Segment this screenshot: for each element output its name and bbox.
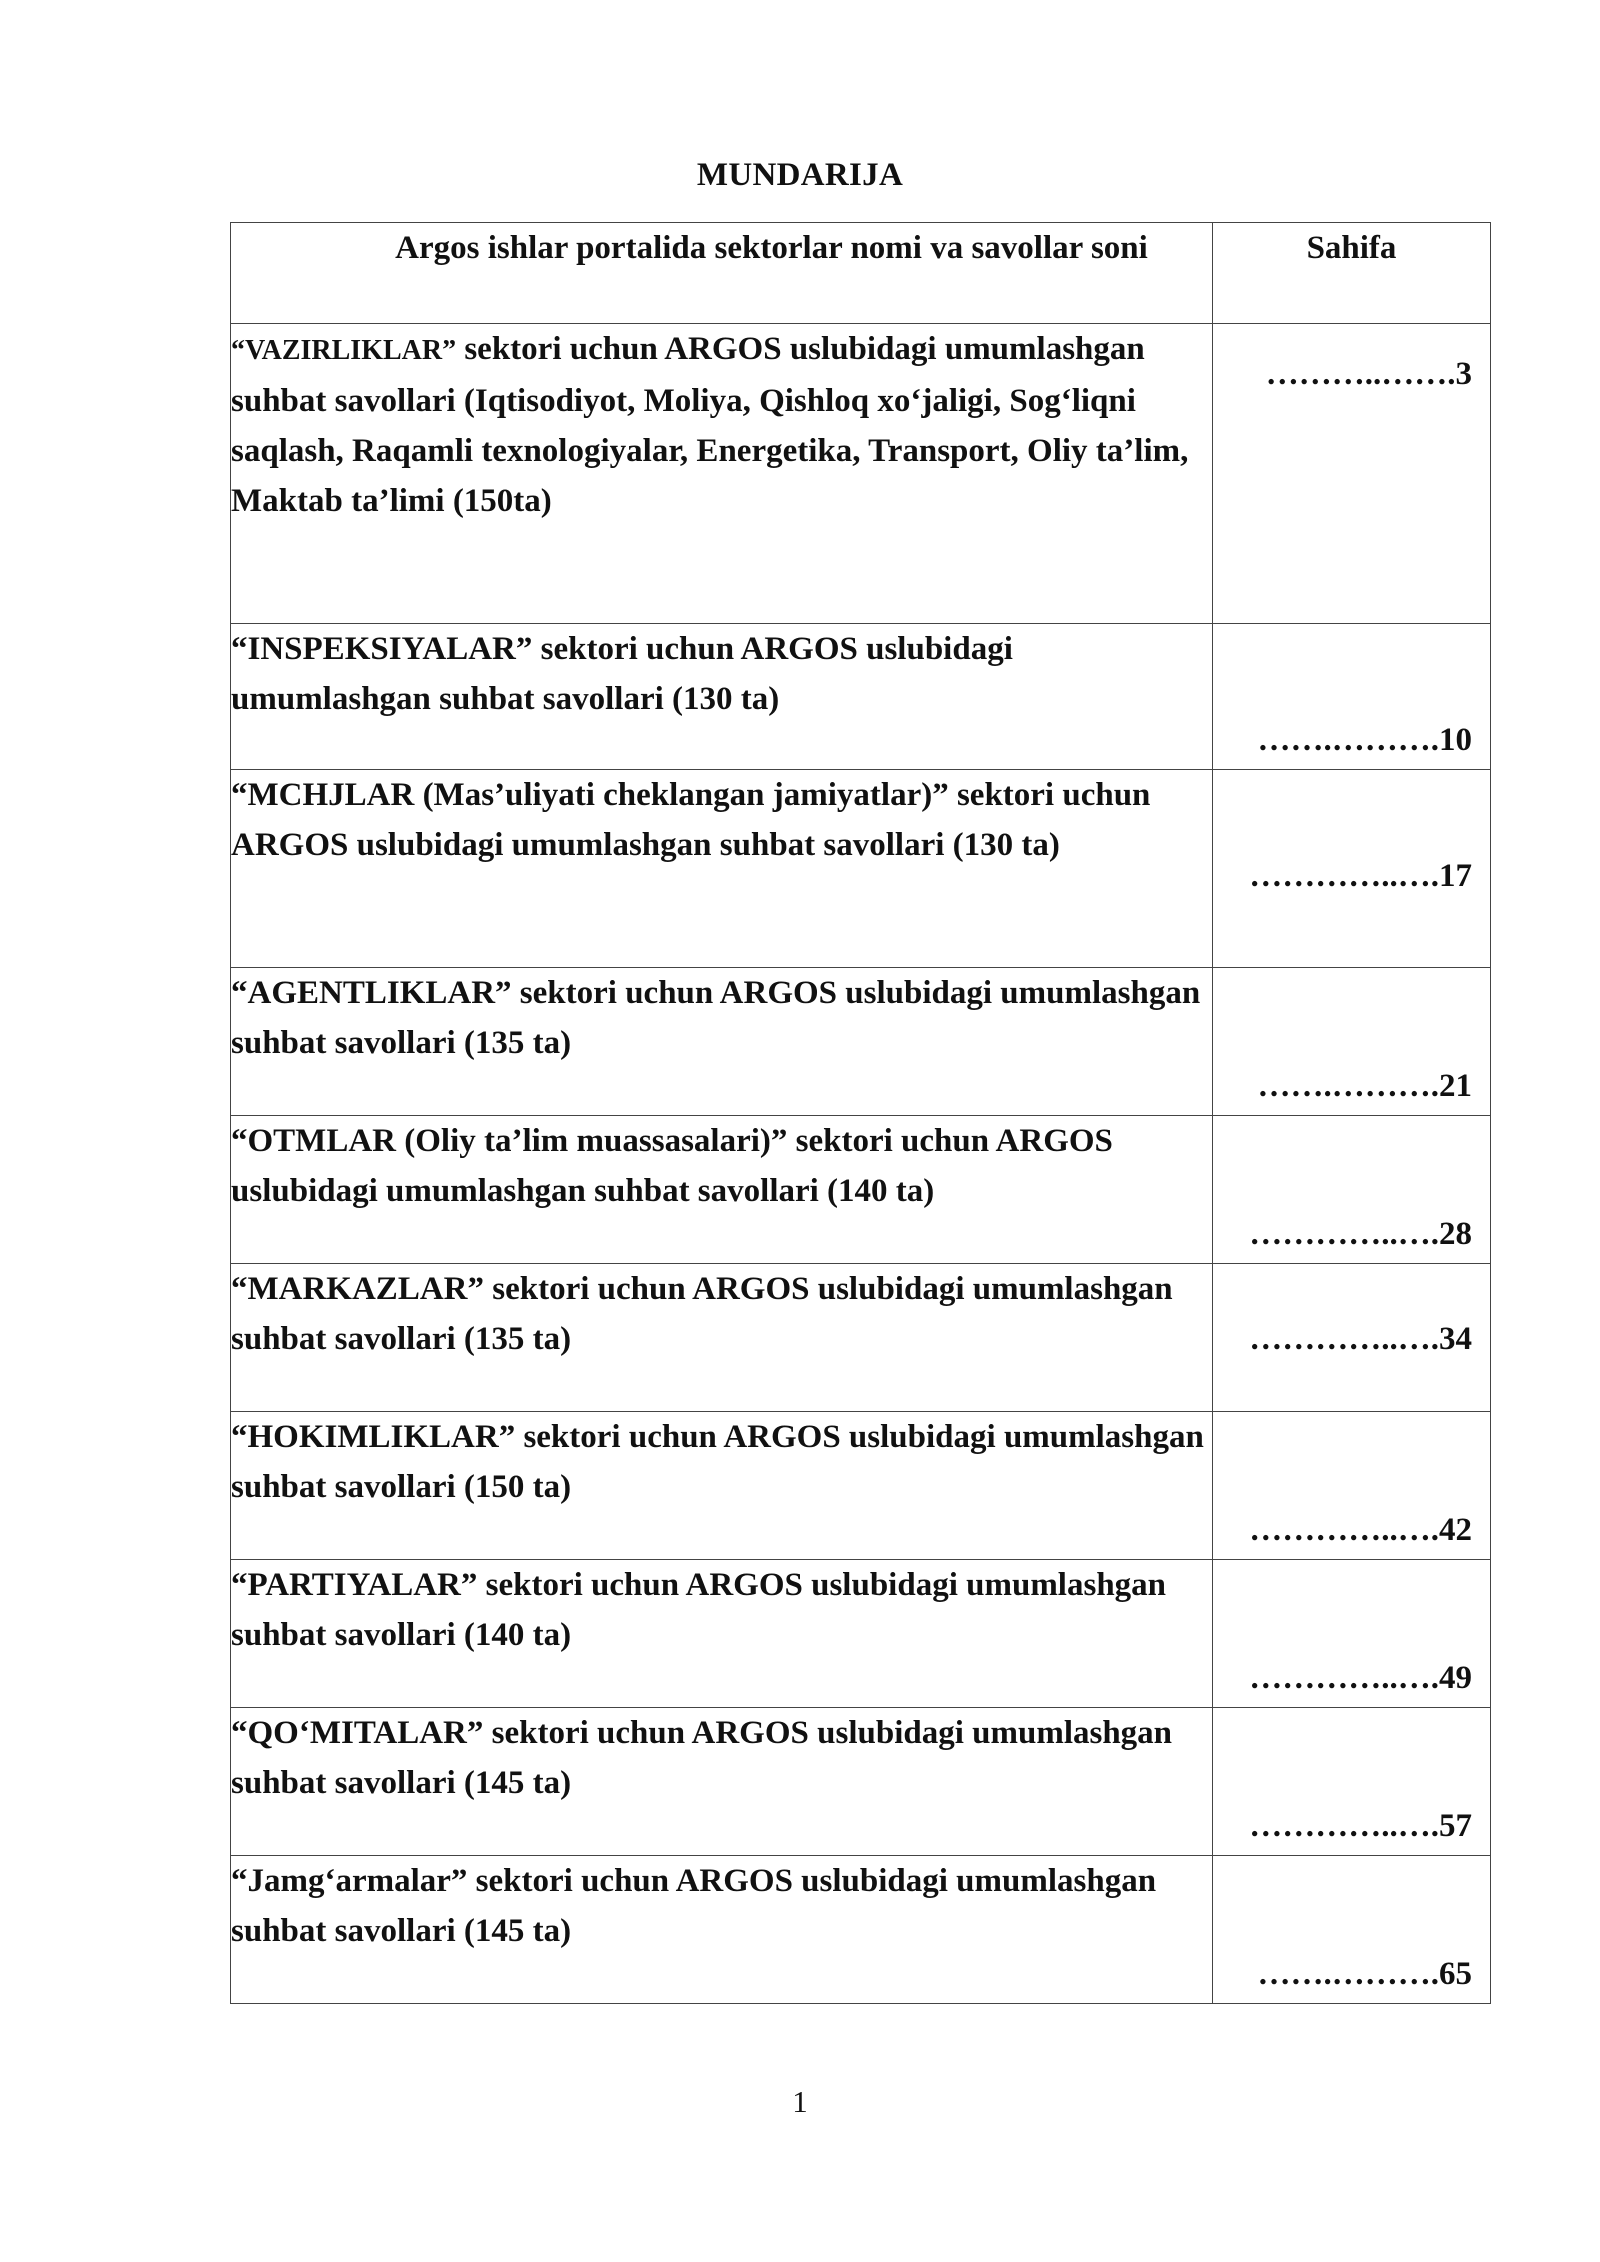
table-row	[231, 968, 1491, 1116]
toc-page-cell	[1213, 1116, 1491, 1264]
toc-page-cell	[1213, 324, 1491, 624]
toc-entry-label: “OTMLAR (Oliy ta’lim muassasalari)” sektori uchun ARGOS uslubidagi umumlashgan suhbat savollari (140 ta)	[231, 1116, 1213, 1264]
toc-page-cell	[1213, 1708, 1491, 1856]
toc-entry-label: “QO‘MITALAR” sektori uchun ARGOS uslubidagi umumlashgan suhbat savollari (145 ta)	[231, 1708, 1213, 1856]
table-row	[231, 1856, 1491, 2004]
toc-page-ref: …………..….17	[1249, 858, 1472, 894]
header-page-cell	[1213, 223, 1491, 324]
toc-page-ref: …………..….49	[1249, 1660, 1472, 1696]
toc-page-ref: …………..….57	[1249, 1808, 1472, 1844]
table-row	[231, 770, 1491, 968]
toc-entry-label: “MCHJLAR (Mas’uliyati cheklangan jamiyatlar)” sektori uchun ARGOS uslubidagi umumlashgan suhbat savollari (130 ta)	[231, 770, 1213, 968]
toc-entry-label: “PARTIYALAR” sektori uchun ARGOS uslubidagi umumlashgan suhbat savollari (140 ta)	[231, 1560, 1213, 1708]
header-section-label: Argos ishlar portalida sektorlar nomi va savollar soni	[395, 230, 1148, 266]
toc-page-cell	[1213, 770, 1491, 968]
table-header-row	[231, 223, 1491, 324]
toc-page-cell	[1213, 1856, 1491, 2004]
toc-entry-label: “AGENTLIKLAR” sektori uchun ARGOS uslubidagi umumlashgan suhbat savollari (135 ta)	[231, 968, 1213, 1116]
page-number: 1	[792, 2084, 808, 2119]
header-section-cell	[231, 223, 1213, 324]
toc-entry-label: “HOKIMLIKLAR” sektori uchun ARGOS uslubidagi umumlashgan suhbat savollari (150 ta)	[231, 1412, 1213, 1560]
toc-page-ref: …….……….21	[1257, 1068, 1472, 1104]
toc-entry-prefix: “VAZIRLIKLAR”	[231, 335, 457, 366]
toc-page-cell	[1213, 1560, 1491, 1708]
toc-page-ref: …….……….65	[1257, 1956, 1472, 1992]
toc-entry-label: “MARKAZLAR” sektori uchun ARGOS uslubidagi umumlashgan suhbat savollari (135 ta)	[231, 1264, 1213, 1412]
toc-page-cell	[1213, 968, 1491, 1116]
toc-page-ref: …….……….10	[1257, 722, 1472, 758]
table-row	[231, 1264, 1491, 1412]
table-row	[231, 324, 1491, 624]
toc-page-cell	[1213, 1412, 1491, 1560]
toc-page-cell	[1213, 1264, 1491, 1412]
toc-page-ref: …………..….28	[1249, 1216, 1472, 1252]
table-row	[231, 1412, 1491, 1560]
toc-entry-label	[231, 324, 1213, 624]
toc-entry-text: sektori uchun ARGOS uslubidagi umumlashgan suhbat savollari (Iqtisodiyot, Moliya, Qishloq xo‘jaligi, Sog‘liqni saqlash, Raqamli texnologiyalar, Energetika, Transport, Oliy ta’lim, Maktab ta’limi (150ta)	[231, 331, 1189, 519]
toc-page-ref: ………..…….3	[1265, 356, 1472, 392]
toc-page-cell	[1213, 624, 1491, 770]
table-row	[231, 1560, 1491, 1708]
document-title: MUNDARIJA	[696, 157, 904, 193]
table-row	[231, 1708, 1491, 1856]
toc-page-ref: …………..….34	[1249, 1321, 1472, 1357]
header-page-label: Sahifa	[1306, 230, 1397, 266]
table-row	[231, 1116, 1491, 1264]
table-of-contents	[230, 222, 1491, 2004]
toc-entry-label: “INSPEKSIYALAR” sektori uchun ARGOS uslubidagi umumlashgan suhbat savollari (130 ta)	[231, 624, 1213, 770]
toc-entry-label: “Jamg‘armalar” sektori uchun ARGOS uslubidagi umumlashgan suhbat savollari (145 ta)	[231, 1856, 1213, 2004]
toc-page-ref: …………..….42	[1249, 1512, 1472, 1548]
table-row	[231, 624, 1491, 770]
